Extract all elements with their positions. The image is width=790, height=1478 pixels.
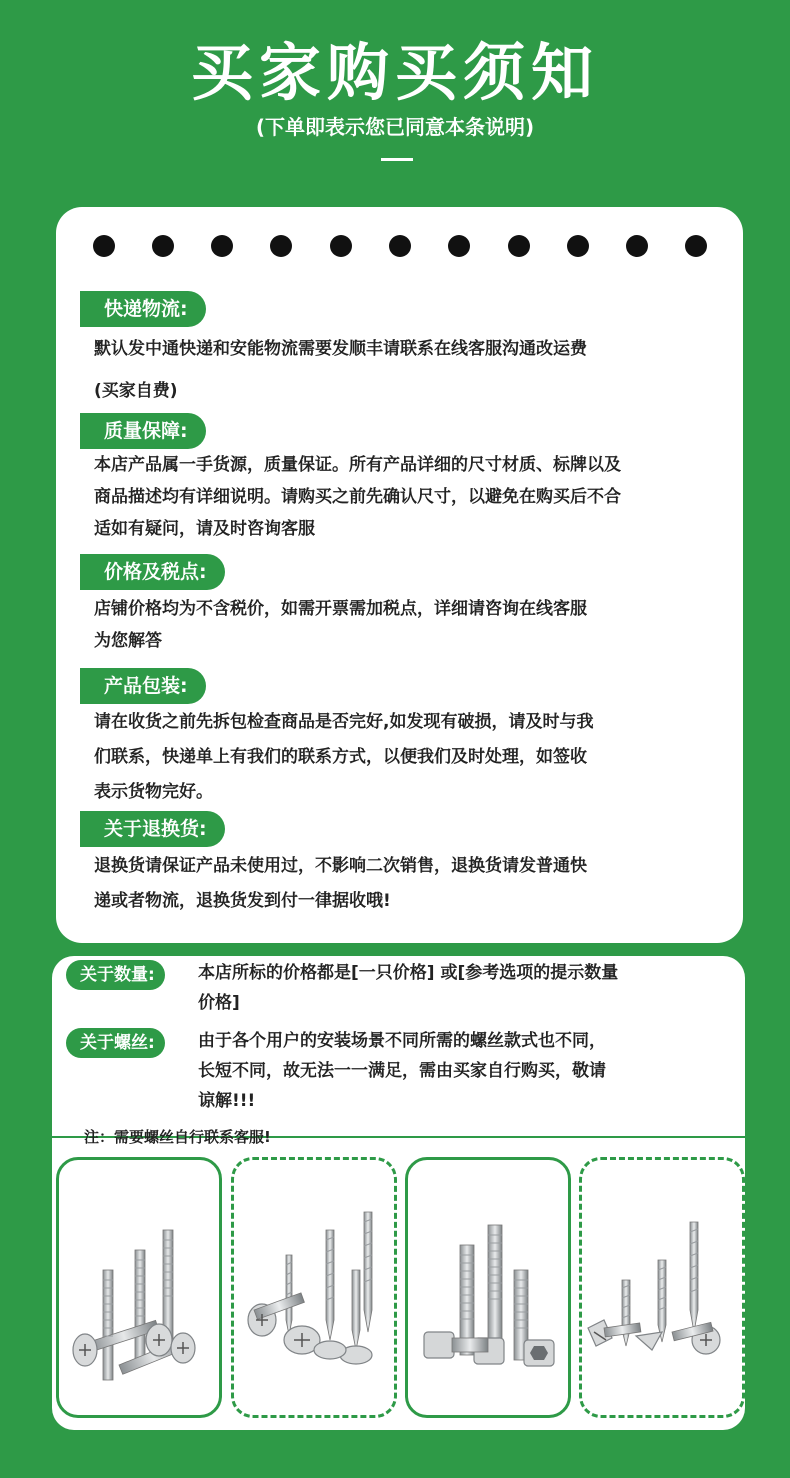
section-packaging <box>80 668 206 704</box>
section-body <box>94 449 724 545</box>
notice-text-quantity <box>198 958 728 1018</box>
binder-hole <box>270 235 292 257</box>
notice-line: 价格] <box>198 993 240 1013</box>
section-body <box>94 593 724 657</box>
socket-cap-screws-image <box>408 1160 568 1415</box>
notice-line: 由于各个用户的安装场景不同所需的螺丝款式也不同， <box>198 1031 606 1051</box>
notice-line: 谅解!!! <box>198 1091 256 1111</box>
section-line: 为您解答 <box>94 631 162 651</box>
binder-hole <box>626 235 648 257</box>
section-body <box>94 849 724 919</box>
section-label: 产品包装: <box>80 668 206 704</box>
section-label: 质量保障: <box>80 413 206 449</box>
self-tapping-screws-image <box>234 1160 394 1415</box>
product-image-frame <box>579 1157 745 1418</box>
section-label: 关于退换货: <box>80 811 225 847</box>
notice-line: 本店所标的价格都是[一只价格] 或[参考选项的提示数量 <box>198 963 619 983</box>
binder-hole <box>93 235 115 257</box>
section-line: 们联系，快递单上有我们的联系方式，以便我们及时处理，如签收 <box>94 747 587 767</box>
pan-head-machine-screws-image <box>59 1160 219 1415</box>
binder-hole <box>211 235 233 257</box>
section-line: 本店产品属一手货源，质量保证。所有产品详细的尺寸材质、标牌以及 <box>94 455 621 475</box>
section-price <box>80 554 225 590</box>
section-quality <box>80 413 206 449</box>
binder-hole <box>389 235 411 257</box>
page-title: 买家购买须知 <box>190 36 599 109</box>
customer-service-note: 注：需要螺丝自行联系客服! <box>84 1128 271 1146</box>
product-image-frame <box>405 1157 571 1418</box>
section-label: 快递物流: <box>80 291 206 327</box>
notice-line: 长短不同，故无法一一满足，需由买家自行购买，敬请 <box>198 1061 606 1081</box>
section-line: 递或者物流，退换货发到付一律据收哦! <box>94 891 391 911</box>
notice-text-screws <box>198 1026 728 1116</box>
section-line: 商品描述均有详细说明。请购买之前先确认尺寸，以避免在购买后不合 <box>94 487 621 507</box>
section-body <box>94 705 724 810</box>
section-line: (买家自费) <box>94 381 178 401</box>
section-line: 适如有疑问，请及时咨询客服 <box>94 519 315 539</box>
product-image-frame <box>231 1157 397 1418</box>
countersunk-tapping-screws-image <box>582 1160 742 1415</box>
section-line: 请在收货之前先拆包检查商品是否完好,如发现有破损，请及时与我 <box>94 712 594 732</box>
page-subtitle: (下单即表示您已同意本条说明) <box>255 115 535 139</box>
notice-card <box>56 207 743 943</box>
section-line: 默认发中通快递和安能物流需要发顺丰请联系在线客服沟通改运费 <box>94 339 587 359</box>
binder-hole <box>567 235 589 257</box>
binder-hole <box>508 235 530 257</box>
binder-holes <box>56 235 743 257</box>
binder-hole <box>448 235 470 257</box>
binder-hole <box>330 235 352 257</box>
binder-hole <box>152 235 174 257</box>
section-line: 表示货物完好。 <box>94 782 213 802</box>
section-label: 价格及税点: <box>80 554 225 590</box>
section-body <box>94 331 724 409</box>
title-divider <box>381 158 413 161</box>
section-returns <box>80 811 225 847</box>
product-image-frame <box>56 1157 222 1418</box>
notice-label-quantity: 关于数量: <box>66 960 165 990</box>
notice-label-screws: 关于螺丝: <box>66 1028 165 1058</box>
section-line: 退换货请保证产品未使用过，不影响二次销售，退换货请发普通快 <box>94 856 587 876</box>
section-shipping <box>80 291 206 327</box>
binder-hole <box>685 235 707 257</box>
quantity-screw-notice-card <box>52 956 745 1136</box>
section-line: 店铺价格均为不含税价，如需开票需加税点，详细请咨询在线客服 <box>94 599 587 619</box>
